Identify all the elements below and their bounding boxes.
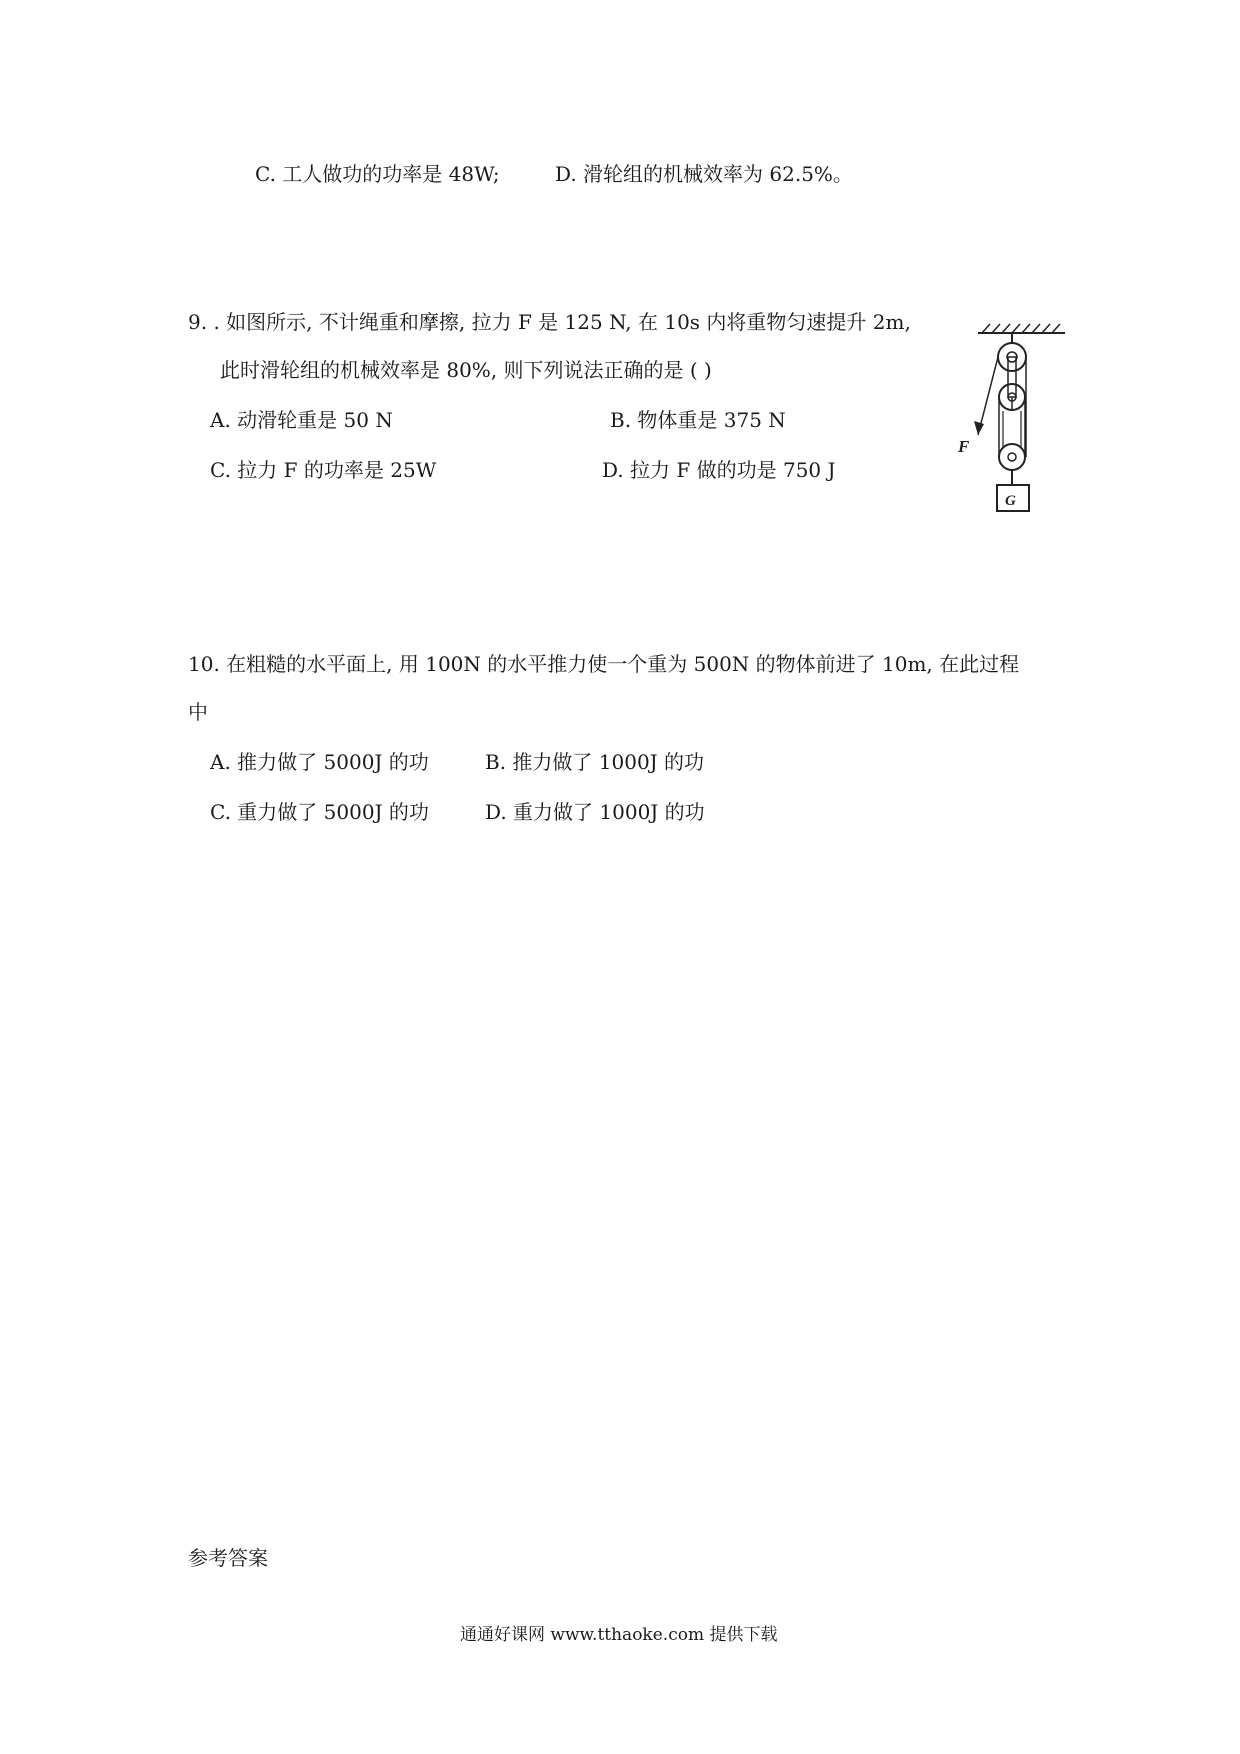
q10-option-a: A. 推力做了 5000J 的功 <box>210 750 429 774</box>
pulley-figure <box>950 315 1070 525</box>
q9-option-c: C. 拉力 F 的功率是 25W <box>210 458 437 482</box>
force-arrow <box>974 421 984 435</box>
footer-text: 通通好课网 www.tthaoke.com 提供下载 <box>460 1625 778 1645</box>
q9-option-d: D. 拉力 F 做的功是 750 J <box>602 458 836 482</box>
q10-option-d: D. 重力做了 1000J 的功 <box>485 800 705 824</box>
q9-option-a: A. 动滑轮重是 50 N <box>210 408 393 432</box>
q10-stem-line1: 10. 在粗糙的水平面上, 用 100N 的水平推力使一个重为 500N 的物体前进了 10m, 在此过程 <box>188 652 1020 676</box>
weight-label: G <box>1005 493 1016 509</box>
force-label: F <box>958 437 970 456</box>
q8-option-d: D. 滑轮组的机械效率为 62.5%。 <box>555 162 853 186</box>
q9-stem-line2: 此时滑轮组的机械效率是 80%, 则下列说法正确的是 ( ) <box>220 358 712 382</box>
q10-stem-line2: 中 <box>188 700 208 724</box>
q9-option-b: B. 物体重是 375 N <box>610 408 786 432</box>
q10-option-b: B. 推力做了 1000J 的功 <box>485 750 705 774</box>
answers-heading: 参考答案 <box>188 1546 268 1570</box>
q9-stem-line1: 9. . 如图所示, 不计绳重和摩擦, 拉力 F 是 125 N, 在 10s 内将重物匀速提升 2m, <box>188 310 911 334</box>
q8-option-c: C. 工人做功的功率是 48W; <box>255 162 500 186</box>
ceiling-hatch <box>982 324 1060 333</box>
q10-option-c: C. 重力做了 5000J 的功 <box>210 800 429 824</box>
